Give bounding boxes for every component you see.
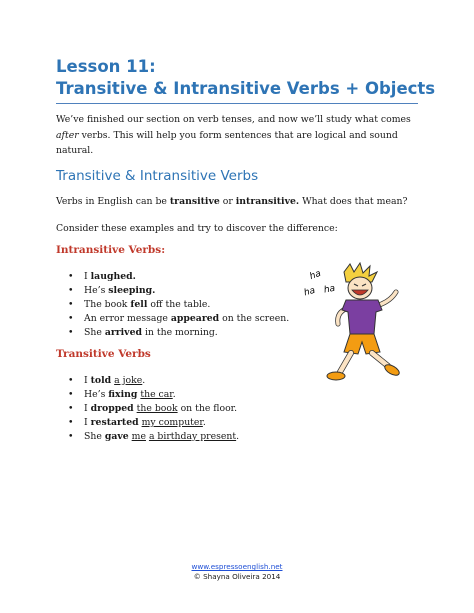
example-text: in the morning.	[142, 327, 218, 338]
bullet: •	[68, 431, 74, 442]
example-object: me	[131, 431, 146, 442]
head-shape	[348, 277, 372, 299]
list-item	[56, 326, 316, 340]
bullet: •	[68, 327, 74, 338]
list-item	[56, 270, 316, 284]
bullet: •	[68, 403, 74, 414]
laughing-man-illustration	[300, 262, 408, 388]
intro-paragraph	[56, 112, 426, 159]
intro-text-2: verbs. This will help you form sentences that are logical and sound natural.	[56, 129, 398, 156]
example-object: a joke	[114, 375, 143, 386]
example-text: I	[84, 375, 91, 386]
example-text: He’s	[84, 285, 109, 296]
haha-text: ha	[302, 285, 317, 299]
example-object: a birthday present	[148, 431, 237, 442]
example-verb: sleeping.	[108, 285, 156, 296]
example-text: The book	[84, 299, 131, 310]
intransitive-heading: Intransitive Verbs:	[56, 244, 166, 256]
bullet: •	[68, 271, 74, 282]
intransitive-list	[56, 270, 316, 340]
example-text: She	[84, 327, 105, 338]
example-text: .	[142, 375, 146, 386]
list-item	[56, 374, 316, 388]
list-item	[56, 430, 316, 444]
section-heading: Transitive & Intransitive Verbs	[56, 168, 259, 184]
example-text: I	[84, 271, 91, 282]
example-text: off the table.	[147, 299, 211, 310]
bullet: •	[68, 417, 74, 428]
list-item	[56, 298, 316, 312]
example-text: I	[84, 403, 91, 414]
shirt-shape	[342, 300, 382, 334]
bullet: •	[68, 375, 74, 386]
list-item	[56, 416, 316, 430]
example-verb: appeared	[170, 313, 220, 324]
term-intransitive: intransitive.	[235, 196, 300, 207]
lesson-title	[56, 56, 436, 100]
transitive-heading: Transitive Verbs	[56, 348, 151, 360]
example-verb: restarted	[90, 417, 139, 428]
example-text: .	[202, 417, 206, 428]
left-shoe-shape	[327, 372, 345, 380]
example-verb: fixing	[108, 389, 138, 400]
example-verb: dropped	[90, 403, 134, 414]
left-leg-fill	[340, 353, 351, 372]
bullet: •	[68, 285, 74, 296]
example-verb: gave	[104, 431, 129, 442]
example-text: on the screen.	[219, 313, 290, 324]
list-item	[56, 284, 316, 298]
list-item	[56, 312, 316, 326]
example-text: An error message	[84, 313, 171, 324]
right-leg-fill	[372, 353, 388, 366]
list-item	[56, 388, 316, 402]
definition-text-3: What does that mean?	[299, 196, 408, 207]
bullet: •	[68, 313, 74, 324]
example-object: the book	[136, 403, 178, 414]
lesson-title-line2: Transitive & Intransitive Verbs + Objects	[56, 79, 436, 98]
example-verb: laughed.	[90, 271, 136, 282]
example-text: on the floor	[177, 403, 235, 414]
example-verb: fell	[130, 299, 148, 310]
haha-text: ha	[308, 268, 323, 283]
intro-emphasis: after	[56, 129, 79, 141]
example-object: the car	[140, 389, 173, 400]
example-text: She	[84, 431, 105, 442]
term-transitive: transitive	[169, 196, 220, 207]
lesson-title-line1: Lesson 11:	[56, 57, 156, 76]
page-footer	[0, 562, 474, 582]
website-link[interactable]: www.espressoenglish.net	[191, 562, 283, 571]
example-object: my computer	[141, 417, 203, 428]
list-item	[56, 402, 316, 416]
definition-text-2: or	[219, 196, 236, 207]
haha-text: ha	[323, 283, 336, 296]
intro-text-1: We’ve finished our section on verb tenses, and now we’ll study what comes	[56, 114, 411, 125]
bullet: •	[68, 299, 74, 310]
instruction-paragraph: Consider these examples and try to discover the difference:	[56, 223, 338, 234]
right-shoe-shape	[383, 363, 401, 378]
copyright-text: © Shayna Oliveira 2014	[193, 572, 281, 581]
example-text: He’s	[84, 389, 109, 400]
example-text: .	[172, 389, 176, 400]
example-verb: arrived	[104, 327, 142, 338]
bullet: •	[68, 389, 74, 400]
title-divider	[56, 103, 418, 104]
definition-text-1: Verbs in English can be	[56, 196, 170, 207]
example-text: .	[234, 403, 238, 414]
example-text: I	[84, 417, 91, 428]
transitive-list	[56, 374, 316, 444]
example-verb: told	[90, 375, 112, 386]
definition-paragraph	[56, 194, 426, 210]
example-text: .	[236, 431, 240, 442]
